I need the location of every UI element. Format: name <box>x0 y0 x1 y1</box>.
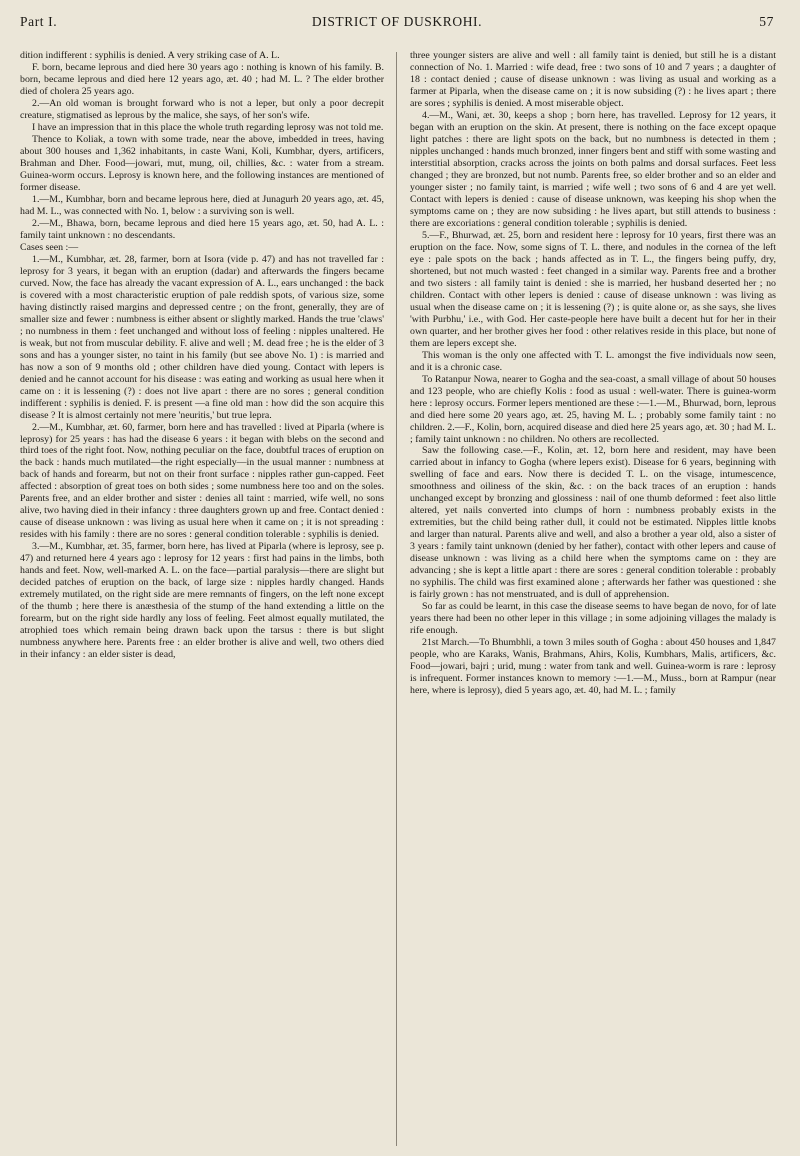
left-column <box>20 50 384 1150</box>
subheading: Cases seen :— <box>20 241 79 253</box>
paragraph: 1.—M., Kumbhar, born and became leprous here, died at Junagurh 20 years ago, æt. 45, had M. L., was connected with No. 1, below : a surviving son is well. <box>20 193 384 217</box>
paragraph: 2.—M., Kumbhar, æt. 60, farmer, born here and has travelled : lived at Piparla (where is leprosy) for 25 years : has had the disease 6 years : it began with blebs on the second and third toes of the right foot. Now, nothing peculiar on the face, doubtful traces of eruption on the back : hands much mutilated—the right especially—in the usual manner : numbness at back of hands and forearm, but not on their front surface : nipples rather gun-capped. Feet affected : absorption of great toes on both sides ; some numbness here too and on the soles. Parents free, and an elder brother and sister : denies all taint : married, wife well, no sons alive, two having died in their infancy : three daughters grown up and free. Contact denied : cause of disease unknown : was living as usual here when it came on ; it is not spreading : resides with his family : there are no sores : general condition tolerable : syphilis is denied. <box>20 421 384 541</box>
paragraph: So far as could be learnt, in this case the disease seems to have began de novo, for of late years there had been no other leper in this village ; in some adjoining villages the malady is rife enough. <box>410 601 776 637</box>
paragraph: Saw the following case.—F., Kolin, æt. 12, born here and resident, may have been carried about in infancy to Gogha (where lepers exist). Disease for 6 years, beginning with swelling of face and ears. Now there is decided T. L. on the visage, intumescence, smoothness and oiliness of the skin, &c. : on the back traces of an eruption : hands unchanged except by bronzing and glossiness : nail of one thumb deformed : feet also little altered, yet nails converted into clumps of horn : numbness probably exists in the extremities, but the child being rather dull, it could not be estimated. Nipples little knobs and larger than natural. Parents alive and well, and also a brother a year old, also a sister of 3 years : family taint unknown (denied by her father), contact with other lepers and cause of disease unknown : was living as a child here when the symptoms came on : they are advancing ; she is kept a little apart : there are sores : general condition tolerable : probably no syphilis. The child was first examined alone ; afterwards her father was questioned : she is fairly grown : has not menstruated, and is dull of apprehension. <box>410 445 776 601</box>
part-label: Part I. <box>20 14 58 29</box>
paragraph: 1.—M., Kumbhar, æt. 28, farmer, born at Isora (vide p. 47) and has not travelled far : leprosy for 3 years, it began with an eruption (dadar) and afterwards the fingers became curved. Now, the face has already the vacant expression of A. L., ears unchanged : the back is covered with a most characteristic eruption of pale reddish spots, of various size, some having distinctly raised margins and depressed centre ; on the front, generally, they are of smaller size and fewer : numbness is either absent or slightly marked. Hands the true 'claws' ; no numbness in them : feet unchanged and without loss of feeling : nipples unaltered. He is weak, but not from muscular debility. F. alive and well ; M. dead free ; he is the elder of 3 sons and has a younger sister, no taint in his family (but see above No. 1) : is married and has now a son of 9 months old ; other children have died young. Contact with lepers is denied and he cannot account for his disease : was eating and working as usual here when it came on : it is lessening (?) : does not live apart : there are no sores ; general condition indifferent : syphilis is denied. F. is present —a fine old man : how did the son acquire this disease ? It is almost certainly not mere 'neuritis,' but true lepra. <box>20 253 384 421</box>
paragraph: 4.—M., Wani, æt. 30, keeps a shop ; born here, has travelled. Leprosy for 12 years, it began with an eruption on the skin. At present, there is nothing on the face except opaque light patches : there are light spots on the back, but no numbness is detected in them ; nipples unchanged : hands much bronzed, inner fingers bent and stiff with some wasting and interstitial absorption, cracks across the joints on both palms and dorsal surfaces. Feet less changed ; they are bronzed, but not numb. Parents free, so elder brother and so an elder and younger sister ; no family taint, is married ; wife well ; two sons of 6 and 4 are yet well. Contact with lepers is denied : cause of disease unknown, was keeping his shop when the symptoms came on ; they are now subsiding : he lives apart, but still attends to business : there are excoriations : general condition tolerable ; syphilis is denied. <box>410 109 776 229</box>
paragraph: 2.—M., Bhawa, born, became leprous and died here 15 years ago, æt. 50, had A. L. : family taint unknown : no descendants. <box>20 217 384 241</box>
paragraph: I have an impression that in this place the whole truth regarding leprosy was not told me. <box>32 121 384 133</box>
right-column <box>410 50 776 1150</box>
column-divider <box>396 52 397 1146</box>
paragraph: F. born, became leprous and died here 30 years ago : nothing is known of his family. B. born, became leprous and died here 12 years ago, æt. 40 ; had M. L. ? The elder brother died of cholera 25 years ago. <box>20 61 384 97</box>
paragraph: Thence to Koliak, a town with some trade, near the above, imbedded in trees, having about 300 houses and 1,362 inhabitants, in caste Wani, Koli, Kumbhar, dyers, artificers, Brahman and Dher. Food—jowari, mut, mung, oil, chillies, &c. : water from a stream. Guinea-worm occurs. Leprosy is known here, and the following instances are mentioned of former disease. <box>20 133 384 193</box>
paragraph: This woman is the only one affected with T. L. amongst the five individuals now seen, and it is a chronic case. <box>410 349 776 373</box>
paragraph: dition indifferent : syphilis is denied. A very striking case of A. L. <box>20 50 280 61</box>
district-title: DISTRICT OF DUSKROHI. <box>311 14 483 29</box>
page-number: 57 <box>759 14 774 29</box>
paragraph: To Ratanpur Nowa, nearer to Gogha and the sea-coast, a small village of about 50 houses and 123 people, who are chiefly Kolis : food as usual : well-water. There is guinea-worm here : leprosy occurs. Former lepers mentioned are these :—1.—M., Bhurwad, born, leprous and died here some 20 years ago, æt. 25, having M. L. ; probably some family taint : no children. 2.—F., Kolin, born, acquired disease and died here 25 years ago, æt. 30 ; had M. L. ; family taint unknown : no children. No others are recollected. <box>410 373 776 445</box>
running-header <box>20 14 774 36</box>
paragraph: 21st March.—To Bhumbhli, a town 3 miles south of Gogha : about 450 houses and 1,847 people, who are Karaks, Wanis, Brahmans, Ahirs, Kolis, Kumbhars, Malis, artificers, &c. Food—jowari, bajri ; urid, mung : water from tank and well. Guinea-worm is rare : leprosy is infrequent. Former instances known to memory :—1.—M., Muss., born at Rampur (near here, where is leprosy), died 5 years ago, æt. 40, had M. L. ; family <box>410 637 776 697</box>
paragraph: 2.—An old woman is brought forward who is not a leper, but only a poor decrepit creature, stigmatised as leprous by the malice, she says, of her son's wife. <box>20 97 384 121</box>
paragraph: three younger sisters are alive and well : all family taint is denied, but still he is a distant connection of No. 1. Married : wife dead, free : two sons of 10 and 7 years ; a daughter of 18 : contact denied ; cause of disease unknown : was living as usual and working as a farmer at Piparla, when the disease came on ; it is now subsiding (?) : he lives apart ; there are sores ; syphilis is denied. A most miserable object. <box>410 50 776 109</box>
paragraph: 5.—F., Bhurwad, æt. 25, born and resident here : leprosy for 10 years, first there was an eruption on the face. Now, some signs of T. L. there, and nodules in the cornea of the left eye : pale spots on the back ; hands affected as in T. L., the fingers being puffy, dry, shortened, but not much wasted : feet changed in a similar way. Parents free and a brother and two sisters : all family taint is denied : she is married, her husband deserted her ; no children. Contact with other lepers is denied : cause of disease unknown : was living as usual when the disease came on ; it is lessening (?) ; is quite alone or, as she says, she lives 'with Purbhu,' i.e., with God. Her caste-people here have built a decent hut for her in their own quarter, and her brother gives her food : other relatives reside in this place, but none of them are lepers except she. <box>410 229 776 349</box>
paragraph: 3.—M., Kumbhar, æt. 35, farmer, born here, has lived at Piparla (where is leprosy, see p. 47) and returned here 4 years ago : leprosy for 12 years : first had pains in the limbs, both hands and feet. Now, well-marked A. L. on the face—partial paralysis—there are slight but decided patches of eruption on the back, of large size : nipples hardly changed. Hands extremely mutilated, on the right side are mere remnants of fingers, on the left none except of the thumb ; here there is anæsthesia of the stump of the hand extending a little on the forearm, but on the right side hardly any loss of feeling. Feet almost equally mutilated, the atrophied toes which remain being drawn back upon the tarsus : there is but slight numbness anywhere here. Parents free : an elder brother is alive and well, two others died in their infancy : an elder sister is dead, <box>20 541 384 661</box>
